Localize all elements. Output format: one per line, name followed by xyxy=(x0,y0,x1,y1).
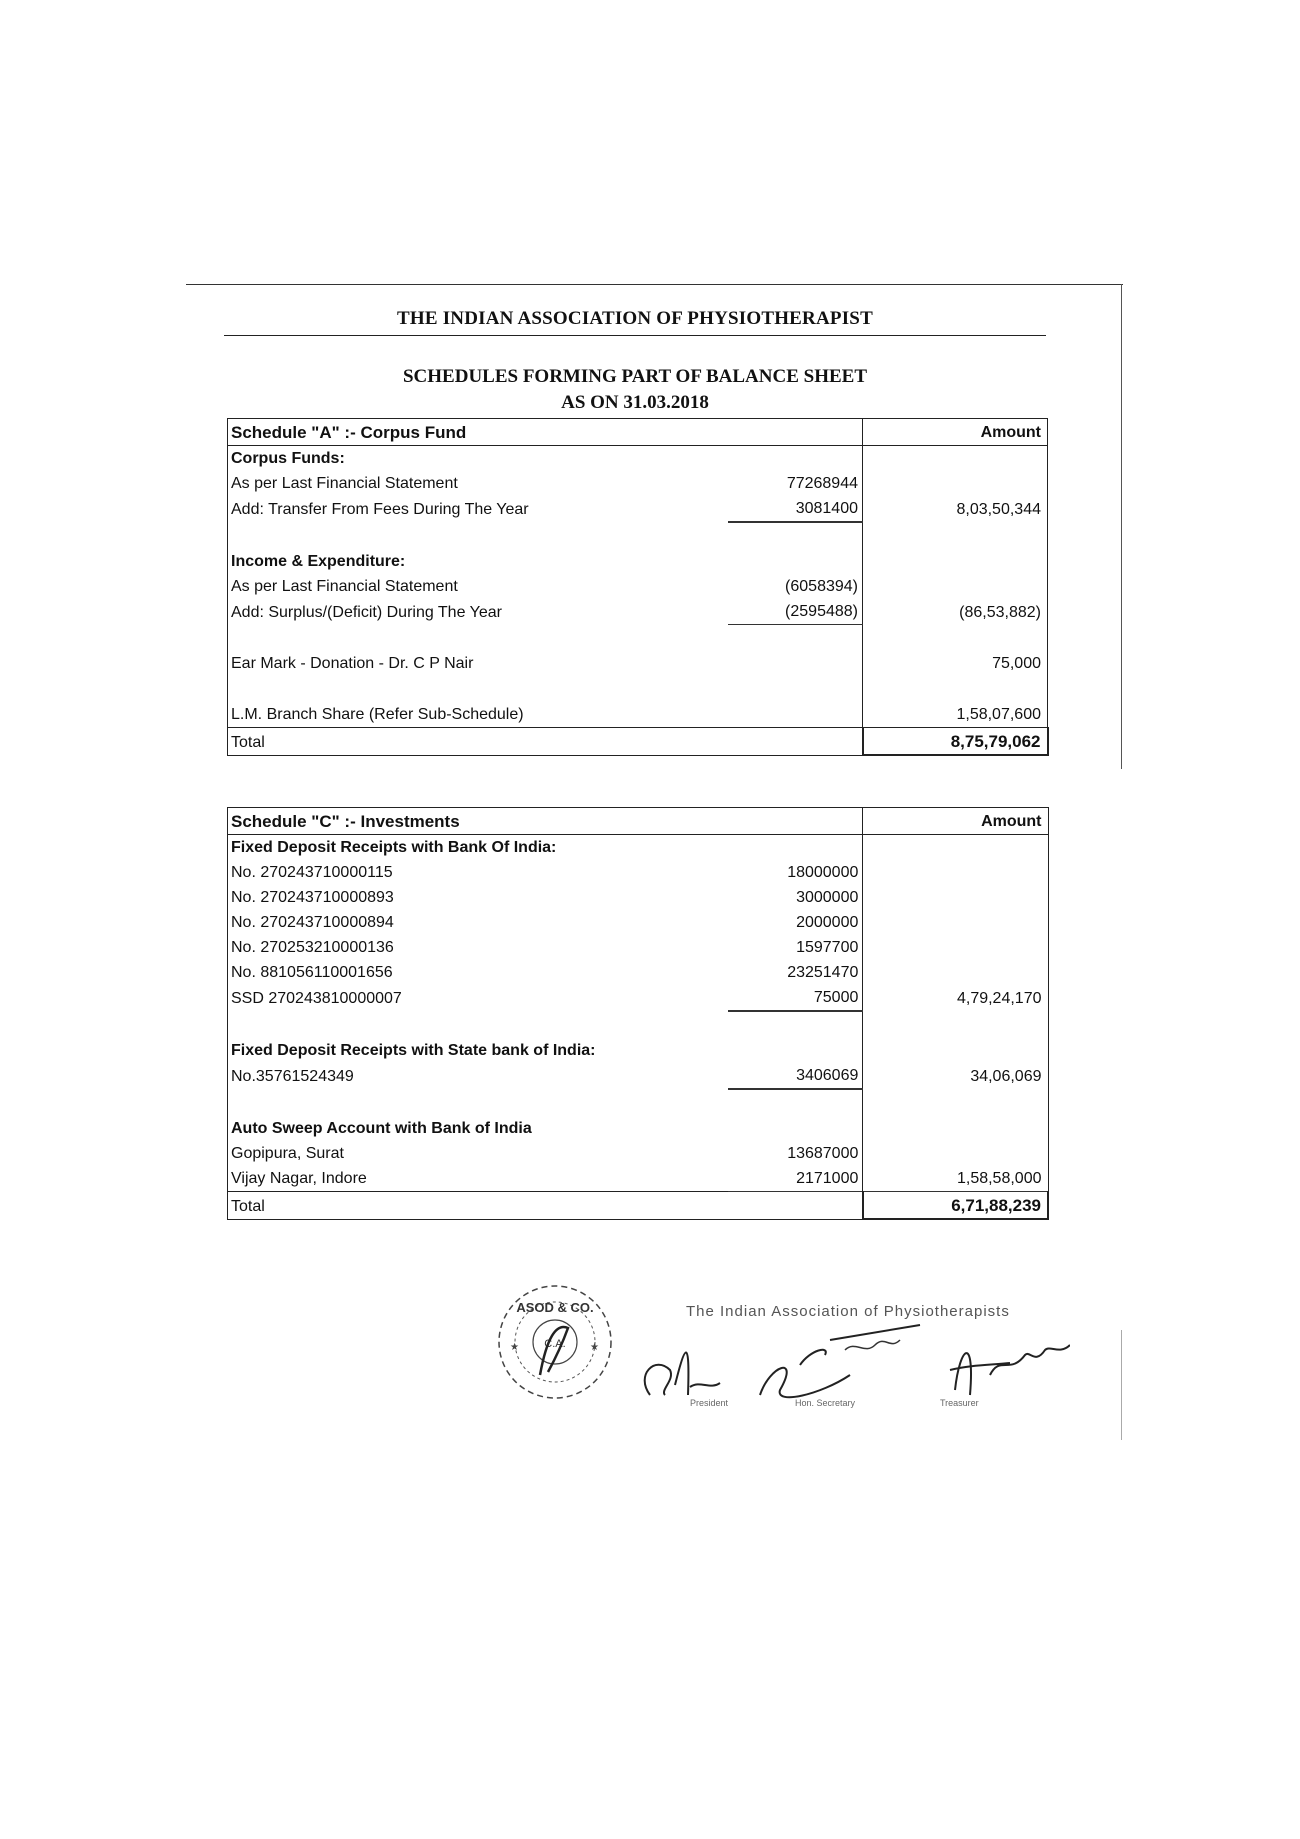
total-row xyxy=(228,728,1048,756)
spacer-row xyxy=(228,1011,1049,1038)
amount-header: Amount xyxy=(863,419,1048,446)
spacer-row xyxy=(228,522,1048,549)
table-row: No. 881056110001656 23251470 xyxy=(228,960,1049,985)
page-frame-right xyxy=(1121,284,1122,769)
table-row: No. 270243710000115 18000000 xyxy=(228,860,1049,885)
table-row: Fixed Deposit Receipts with State bank of India: xyxy=(228,1038,1049,1063)
schedule-c-title: Schedule "C" :- Investments xyxy=(228,808,728,835)
amount-header: Amount xyxy=(863,808,1048,835)
table-row: Add: Transfer From Fees During The Year 3081400 8,03,50,344 xyxy=(228,496,1048,522)
signatures-icon xyxy=(630,1295,1070,1415)
total-label: Total xyxy=(228,1192,728,1220)
table-row: Gopipura, Surat 13687000 xyxy=(228,1141,1049,1166)
as-on-date: AS ON 31.03.2018 xyxy=(561,392,709,413)
table-row: Ear Mark - Donation - Dr. C P Nair 75,000 xyxy=(228,651,1048,676)
table-header-row xyxy=(228,419,1048,446)
page-frame-top xyxy=(186,284,1123,285)
table-row: Vijay Nagar, Indore 2171000 1,58,58,000 xyxy=(228,1166,1049,1192)
table-row: No. 270243710000894 2000000 xyxy=(228,910,1049,935)
organization-title: THE INDIAN ASSOCIATION OF PHYSIOTHERAPIST xyxy=(397,308,873,329)
table-row: As per Last Financial Statement 77268944 xyxy=(228,471,1048,496)
role-treasurer: Treasurer xyxy=(940,1398,979,1408)
table-row: SSD 270243810000007 75000 4,79,24,170 xyxy=(228,985,1049,1011)
svg-text:★: ★ xyxy=(590,1342,599,1353)
total-row xyxy=(228,1192,1049,1220)
table-row: Fixed Deposit Receipts with Bank Of India: xyxy=(228,835,1049,861)
signature-org-line: The Indian Association of Physiotherapists xyxy=(686,1303,1010,1320)
table-row: Corpus Funds: xyxy=(228,446,1048,472)
table-row: Income & Expenditure: xyxy=(228,549,1048,574)
svg-text:★: ★ xyxy=(510,1342,519,1353)
table-row: Auto Sweep Account with Bank of India xyxy=(228,1116,1049,1141)
table-row: L.M. Branch Share (Refer Sub-Schedule) 1,58,07,600 xyxy=(228,702,1048,728)
spacer-row xyxy=(228,676,1048,702)
spacer-row xyxy=(228,625,1048,652)
table-row: As per Last Financial Statement (6058394) xyxy=(228,574,1048,599)
total-label: Total xyxy=(228,728,728,756)
total-amount: 8,75,79,062 xyxy=(863,728,1048,756)
table-row: No. 270253210000136 1597700 xyxy=(228,935,1049,960)
stamp-text: ASOD & CO. xyxy=(516,1300,594,1315)
role-secretary: Hon. Secretary xyxy=(795,1398,856,1408)
table-row: No.35761524349 3406069 34,06,069 xyxy=(228,1063,1049,1089)
document-subtitle: SCHEDULES FORMING PART OF BALANCE SHEET xyxy=(402,366,868,387)
total-amount: 6,71,88,239 xyxy=(863,1192,1048,1220)
table-row: No. 270243710000893 3000000 xyxy=(228,885,1049,910)
schedule-c-table xyxy=(227,807,1049,1220)
schedule-a-table xyxy=(227,418,1049,756)
role-president: President xyxy=(690,1398,729,1408)
spacer-row xyxy=(228,1089,1049,1116)
table-row: Add: Surplus/(Deficit) During The Year (2595488) (86,53,882) xyxy=(228,599,1048,625)
stamp-center-text: C.A. xyxy=(544,1338,566,1350)
title-underline xyxy=(224,335,1046,336)
page-frame-right-lower xyxy=(1121,1330,1122,1440)
schedule-a-title: Schedule "A" :- Corpus Fund xyxy=(228,419,728,446)
table-header-row xyxy=(228,808,1049,835)
auditor-stamp-icon xyxy=(490,1280,620,1405)
